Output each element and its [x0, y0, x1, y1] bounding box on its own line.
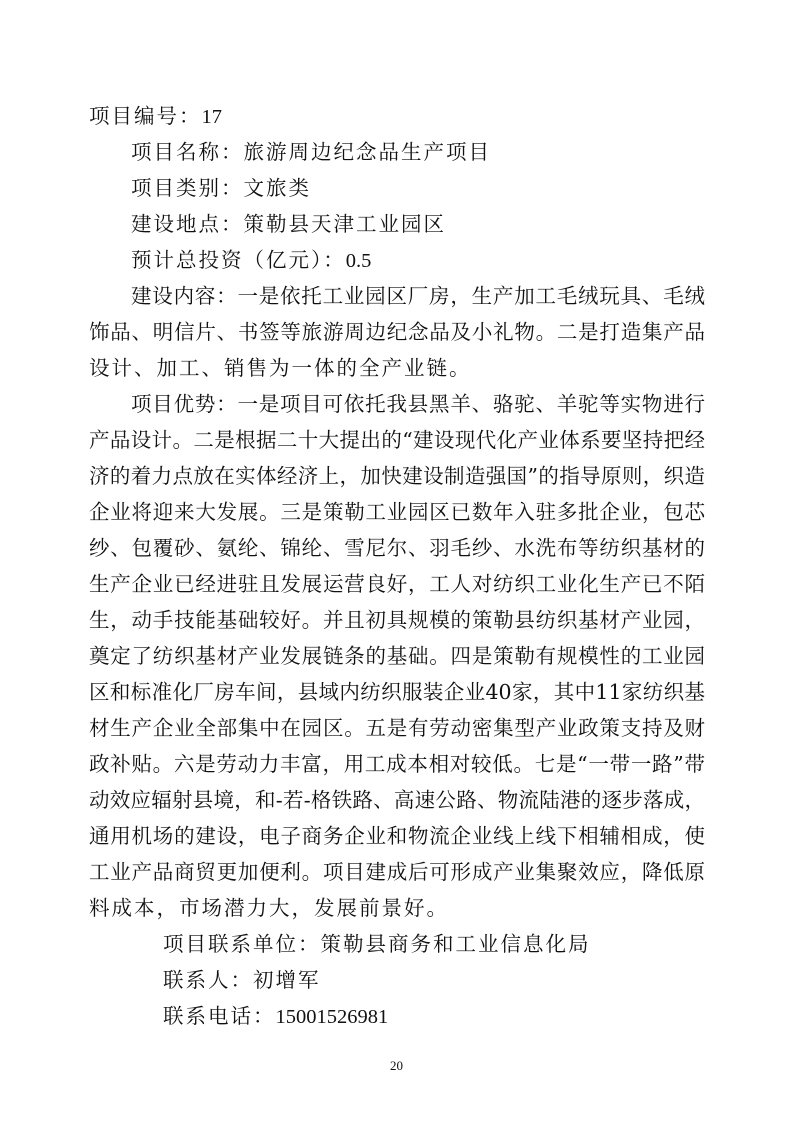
content-line-2: 饰品、明信片、书签等旅游周边纪念品及小礼物。二是打造集产品 [89, 320, 705, 344]
contact-person: 联系人：初增军 [163, 968, 321, 992]
project-category: 项目类别：文旅类 [131, 176, 311, 200]
contact-phone-label: 联系电话： [163, 1004, 276, 1028]
advantage-line-13: 通用机场的建设，电子商务企业和物流企业线上线下相辅相成，使 [89, 824, 705, 848]
advantage-line-4: 企业将迎来大发展。三是策勒工业园区已数年入驻多批企业，包芯 [89, 500, 705, 524]
advantage-line-15: 料成本，市场潜力大，发展前景好。 [89, 896, 449, 920]
advantage-line-3: 济的着力点放在实体经济上，加快建设制造强国”的指导原则，织造 [89, 464, 705, 488]
advantage-line-10: 材生产企业全部集中在园区。五是有劳动密集型产业政策支持及财 [89, 716, 705, 740]
contact-phone: 15001526981 [275, 1006, 389, 1028]
advantage-line-5: 纱、包覆砂、氨纶、锦纶、雪尼尔、羽毛纱、水洗布等纺织基材的 [89, 536, 705, 560]
content-line-1: 建设内容：一是依托工业园区厂房，生产加工毛绒玩具、毛绒 [131, 284, 705, 308]
content-line-3: 设计、加工、销售为一体的全产业链。 [89, 356, 472, 380]
investment-value: 0.5 [345, 250, 372, 272]
investment-label: 预计总投资（亿元）： [131, 248, 346, 272]
advantage-line-14: 工业产品商贸更加便利。项目建成后可形成产业集聚效应，降低原 [89, 860, 705, 884]
advantage-line-11: 政补贴。六是劳动力丰富，用工成本相对较低。七是“一带一路”带 [89, 752, 705, 776]
advantage-line-8: 奠定了纺织基材产业发展链条的基础。四是策勒有规模性的工业园 [89, 644, 705, 668]
contact-phone-line [163, 1002, 388, 1031]
advantage-line-12: 动效应辐射县境，和-若-格铁路、高速公路、物流陆港的逐步落成， [89, 788, 705, 812]
advantage-line-7: 生，动手技能基础较好。并且初具规模的策勒县纺织基材产业园， [89, 608, 705, 632]
project-number-label: 项目编号： [89, 104, 202, 128]
investment-line [131, 246, 371, 275]
advantage-line-2: 产品设计。二是根据二十大提出的“建设现代化产业体系要坚持把经 [89, 428, 705, 452]
project-number-line [89, 102, 222, 131]
project-number: 17 [201, 106, 222, 128]
advantage-line-1: 项目优势：一是项目可依托我县黑羊、骆驼、羊驼等实物进行 [131, 392, 705, 416]
advantage-line-9: 区和标准化厂房车间，县域内纺织服装企业40家，其中11家纺织基 [89, 680, 705, 704]
contact-unit: 项目联系单位：策勒县商务和工业信息化局 [163, 932, 591, 956]
advantage-line-6: 生产企业已经进驻且发展运营良好，工人对纺织工业化生产已不陌 [89, 572, 705, 596]
construction-location: 建设地点：策勒县天津工业园区 [131, 212, 446, 236]
page-number: 20 [390, 1058, 403, 1073]
project-name: 项目名称：旅游周边纪念品生产项目 [131, 140, 491, 164]
